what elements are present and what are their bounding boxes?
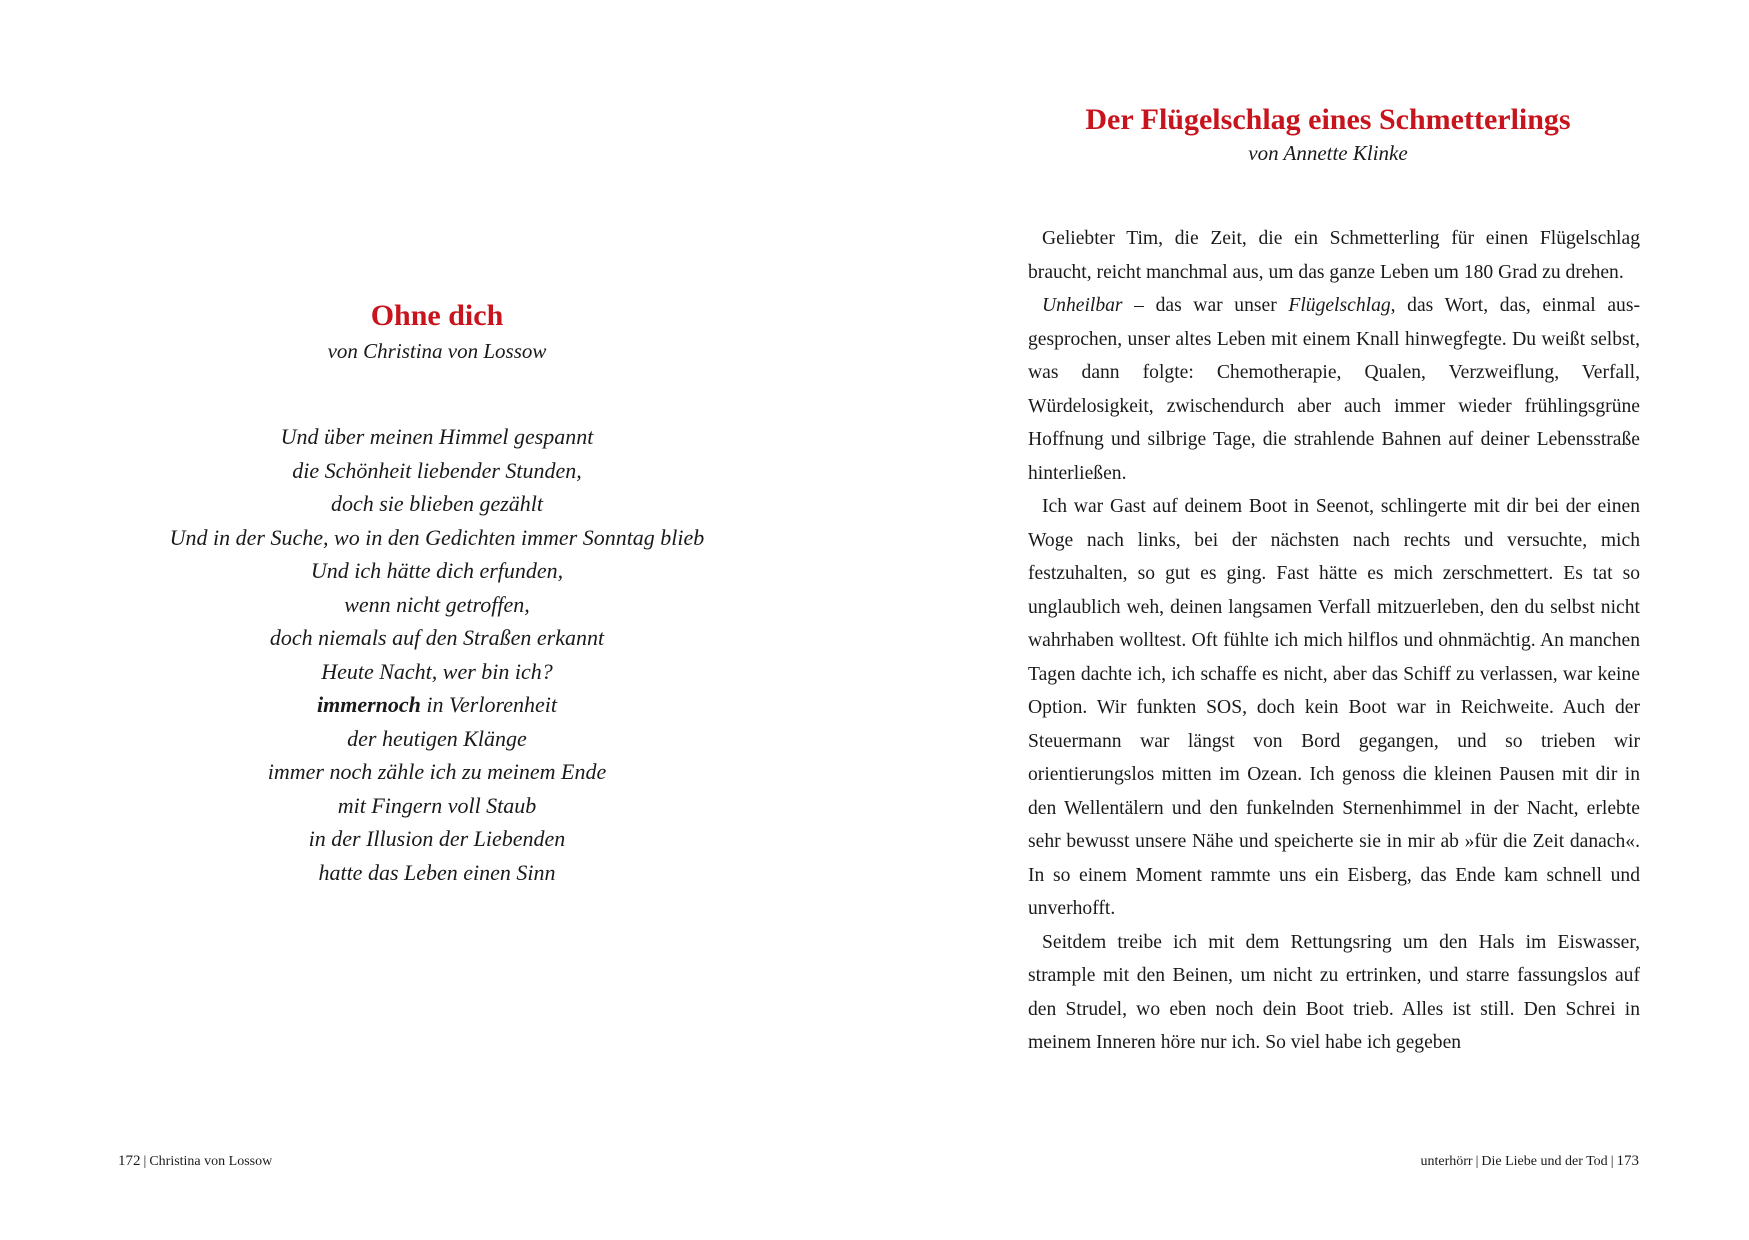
story-body	[1028, 222, 1640, 1060]
poem-author: von Christina von Lossow	[327, 339, 547, 363]
paragraph: Seitdem treibe ich mit dem Rettungsring um den Hals im Eiswasser, strample mit den Beinen, um nicht zu ertrinken, und starre fassungslos auf den Strudel, wo eben noch dein Boot trieb. Alles ist still. Den Schrei in meinem Inneren höre nur ich. So viel habe ich gegeben	[1028, 931, 1640, 1053]
page-number: 172	[118, 1153, 141, 1169]
paragraph	[1028, 289, 1640, 490]
footer-right	[1421, 1152, 1640, 1171]
poem-line: hatte das Leben einen Sinn	[318, 859, 556, 885]
poem-line: mit Fingern voll Staub	[337, 792, 537, 818]
paragraph-text: – das war unser	[1122, 295, 1289, 316]
italic-phrase: Flügelschlag	[1288, 295, 1391, 316]
section-title: Die Liebe und der Tod	[1481, 1154, 1608, 1169]
poem-line: doch niemals auf den Straßen erkannt	[269, 625, 605, 650]
poem-line: Und ich hätte dich erfunden,	[310, 558, 564, 583]
poem-line: Und in der Suche, wo in den Gedichten immer Sonntag blieb	[169, 524, 705, 550]
paragraph: Geliebter Tim, die Zeit, die ein Schmetterling für einen Flügelschlag braucht, reicht manchmal aus, um das ganze Leben um 180 Grad zu drehen.	[1028, 228, 1640, 283]
poem-line: immer noch zähle ich zu meinem Ende	[267, 759, 607, 784]
poem-line-rest: in Verlorenheit	[420, 692, 557, 717]
poem-line: die Schönheit liebender Stunden,	[292, 457, 582, 483]
story-title: Der Flügelschlag eines Schmetterlings	[1085, 103, 1571, 136]
poem-line: Heute Nacht, wer bin ich?	[321, 658, 553, 684]
poem-line: Und über meinen Himmel gespannt	[280, 424, 594, 449]
left-page	[0, 0, 874, 1240]
running-head: Christina von Lossow	[149, 1154, 273, 1169]
footer-separator: |	[143, 1154, 147, 1169]
poem-line	[0, 688, 874, 722]
poem-line: der heutigen Klänge	[347, 725, 527, 751]
poem-body	[0, 420, 874, 889]
running-head: unterhörr	[1420, 1154, 1473, 1169]
italic-phrase: Unheilbar	[1042, 295, 1123, 316]
poem-title: Ohne dich	[370, 299, 504, 332]
poem-bold-word: immernoch	[317, 692, 421, 717]
story-author: von Annette Klinke	[1248, 141, 1408, 165]
footer-separator: |	[1475, 1154, 1479, 1169]
poem-line: wenn nicht getroffen,	[344, 591, 530, 617]
poem-line: doch sie blieben gezählt	[330, 491, 543, 516]
poem-line: in der Illusion der Liebenden	[308, 826, 566, 851]
paragraph: Ich war Gast auf deinem Boot in Seenot, schlingerte mit dir bei der einen Woge nach links, bei der nächsten nach rechts und versuchte, mich festzuhalten, so gut es ging. Fast hätte es mich zerschmettert. Es tat so unglaublich weh, deinen langsamen Verfall mitzuerleben, den du selbst nicht wahrhaben wolltest. Oft fühlte ich mich hilflos und ohnmächtig. An manchen Tagen dachte ich, ich schaffe es nicht, aber das Schiff zu verlassen, war keine Option. Wir funkten SOS, doch kein Boot war in Reichweite. Auch der Steuermann war längst von Bord gegangen, und so trieben wir orientierungslos mitten im Ozean. Ich genoss die kleinen Pausen mit dir in den Wellentälern und den funkelnden Sternenhimmel in der Nacht, erlebte sehr bewusst unsere Nähe und speicherte sie in mir ab »für die Zeit danach«. In so einem Moment rammte uns ein Eisberg, das Ende kam schnell und unverhofft.	[1028, 496, 1640, 919]
footer-separator: |	[1610, 1154, 1614, 1169]
footer-left	[118, 1152, 272, 1171]
page-number: 173	[1616, 1153, 1639, 1169]
paragraph-text: , das Wort, das, einmal ausgesprochen, unser altes Leben mit einem Knall hinwegfegte. Du weißt selbst, was dann folgte: Chemotherapie, Qualen, Verzweiflung, Verfall, Würdelosigkeit, zwischendurch aber auch immer wieder frühlingsgrüne Hoffnung und silbrige Tage, die strahlende Bahnen auf deiner Lebensstraße hinterließen.	[1028, 295, 1640, 484]
